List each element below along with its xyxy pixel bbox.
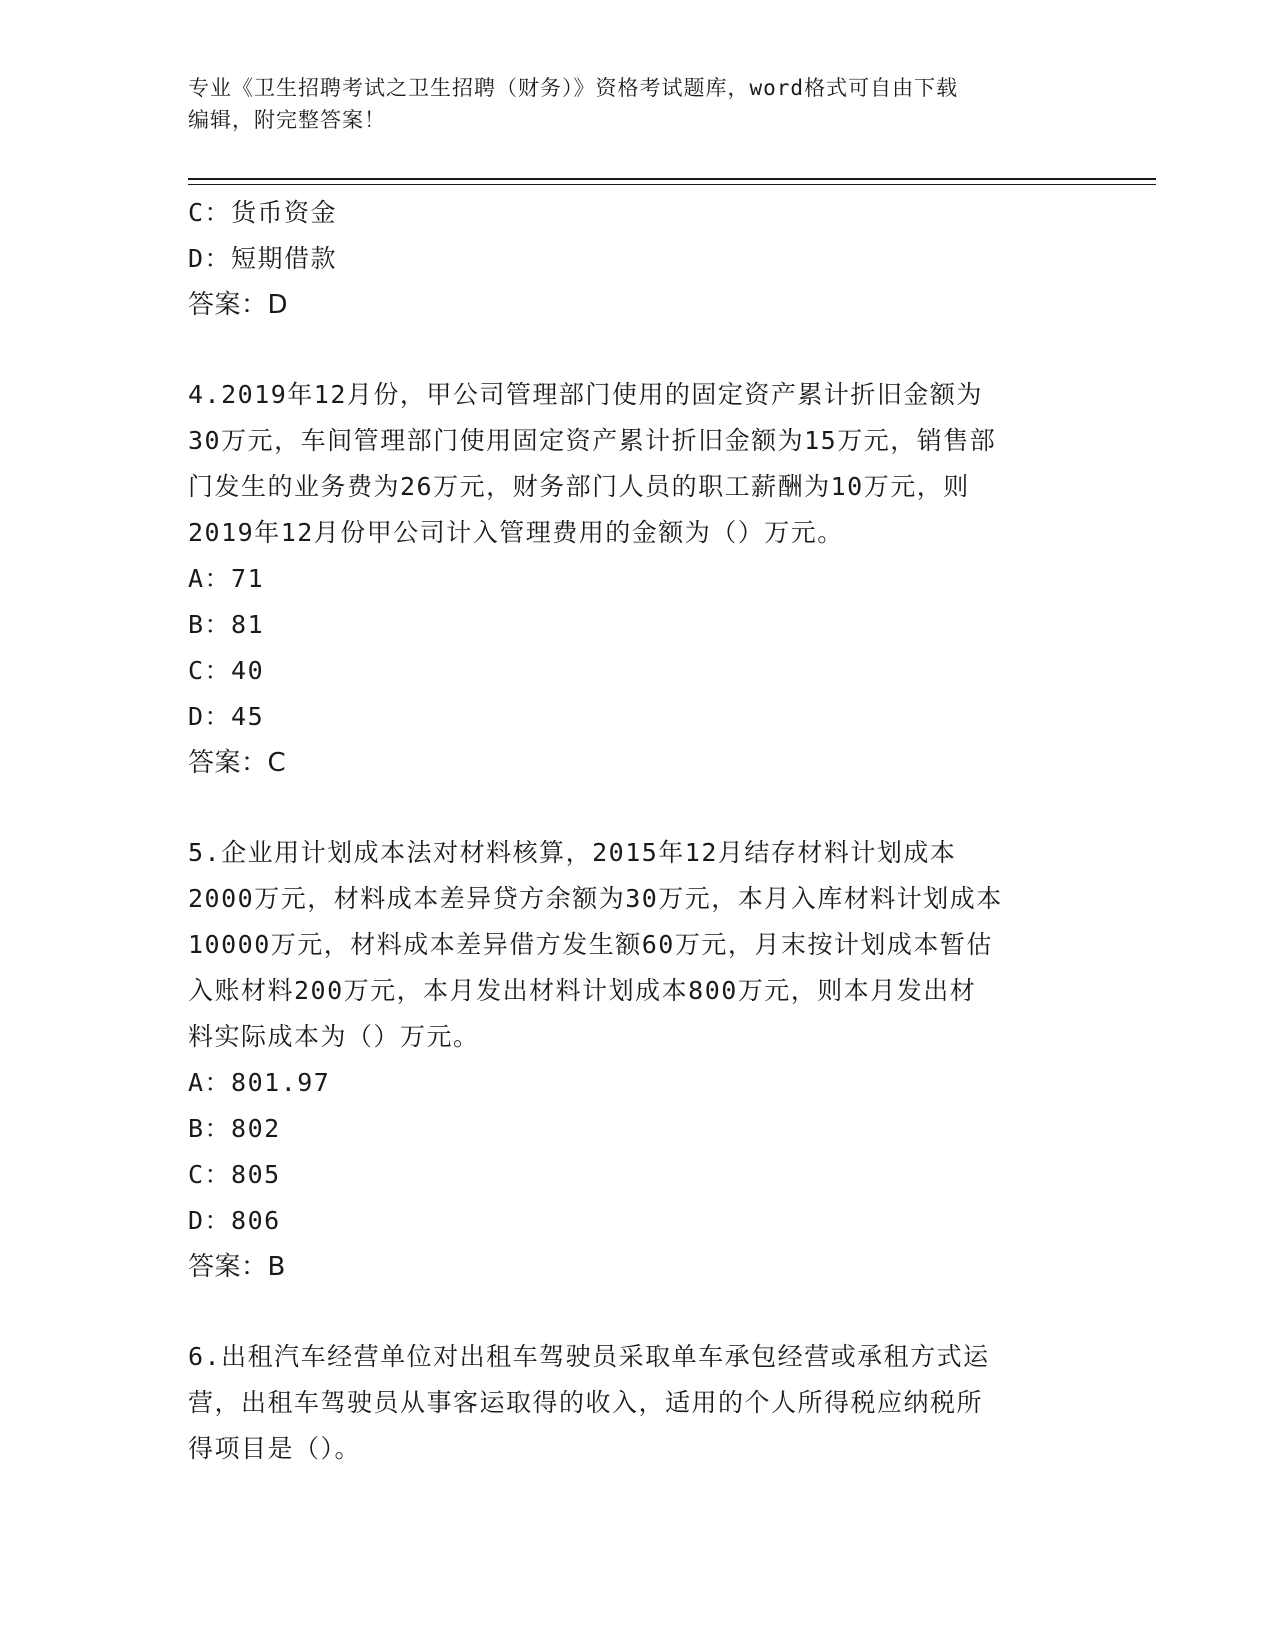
question-text-line: 门发生的业务费为26万元，财务部门人员的职工薪酬为10万元，则 bbox=[188, 472, 970, 501]
option-b: B：81 bbox=[188, 610, 265, 639]
question-text-line: 5.企业用计划成本法对材料核算，2015年12月结存材料计划成本 bbox=[188, 838, 957, 867]
question-4 bbox=[188, 372, 1088, 786]
option-c: C：805 bbox=[188, 1160, 281, 1189]
question-text-line: 料实际成本为（）万元。 bbox=[188, 1022, 480, 1051]
question-text-line: 2019年12月份甲公司计入管理费用的金额为（）万元。 bbox=[188, 518, 844, 547]
question-text-line: 得项目是（）。 bbox=[188, 1434, 362, 1463]
spacer bbox=[188, 328, 1088, 372]
option-c: C：货币资金 bbox=[188, 198, 338, 227]
question-5 bbox=[188, 830, 1088, 1290]
question-text-line: 30万元，车间管理部门使用固定资产累计折旧金额为15万元，销售部 bbox=[188, 426, 997, 455]
question-text-line: 入账材料200万元，本月发出材料计划成本800万元，则本月发出材 bbox=[188, 976, 977, 1005]
header-divider-thick bbox=[188, 178, 1156, 180]
option-d: D：806 bbox=[188, 1206, 281, 1235]
question-6 bbox=[188, 1334, 1088, 1472]
option-d: D：短期借款 bbox=[188, 244, 338, 273]
answer-line: 答案：D bbox=[188, 290, 289, 320]
option-b: B：802 bbox=[188, 1114, 281, 1143]
question-text-line: 2000万元，材料成本差异贷方余额为30万元，本月入库材料计划成本 bbox=[188, 884, 1003, 913]
question-text-line: 营，出租车驾驶员从事客运取得的收入，适用的个人所得税应纳税所 bbox=[188, 1388, 984, 1417]
document-body bbox=[188, 190, 1088, 1472]
question-3-tail bbox=[188, 190, 1088, 328]
answer-line: 答案：B bbox=[188, 1252, 286, 1282]
answer-line: 答案：C bbox=[188, 748, 287, 778]
spacer bbox=[188, 786, 1088, 830]
spacer bbox=[188, 1290, 1088, 1334]
option-a: A：801.97 bbox=[188, 1068, 331, 1097]
option-c: C：40 bbox=[188, 656, 265, 685]
header-line-2: 编辑，附完整答案！ bbox=[188, 108, 386, 132]
question-text-line: 4.2019年12月份，甲公司管理部门使用的固定资产累计折旧金额为 bbox=[188, 380, 983, 409]
question-text-line: 6.出租汽车经营单位对出租车驾驶员采取单车承包经营或承租方式运 bbox=[188, 1342, 990, 1371]
header-line-1: 专业《卫生招聘考试之卫生招聘（财务）》资格考试题库，word格式可自由下载 bbox=[188, 76, 959, 100]
question-text-line: 10000万元，材料成本差异借方发生额60万元，月末按计划成本暂估 bbox=[188, 930, 993, 959]
option-d: D：45 bbox=[188, 702, 265, 731]
header-divider-thin bbox=[188, 184, 1156, 185]
option-a: A：71 bbox=[188, 564, 265, 593]
document-header bbox=[188, 72, 1088, 136]
